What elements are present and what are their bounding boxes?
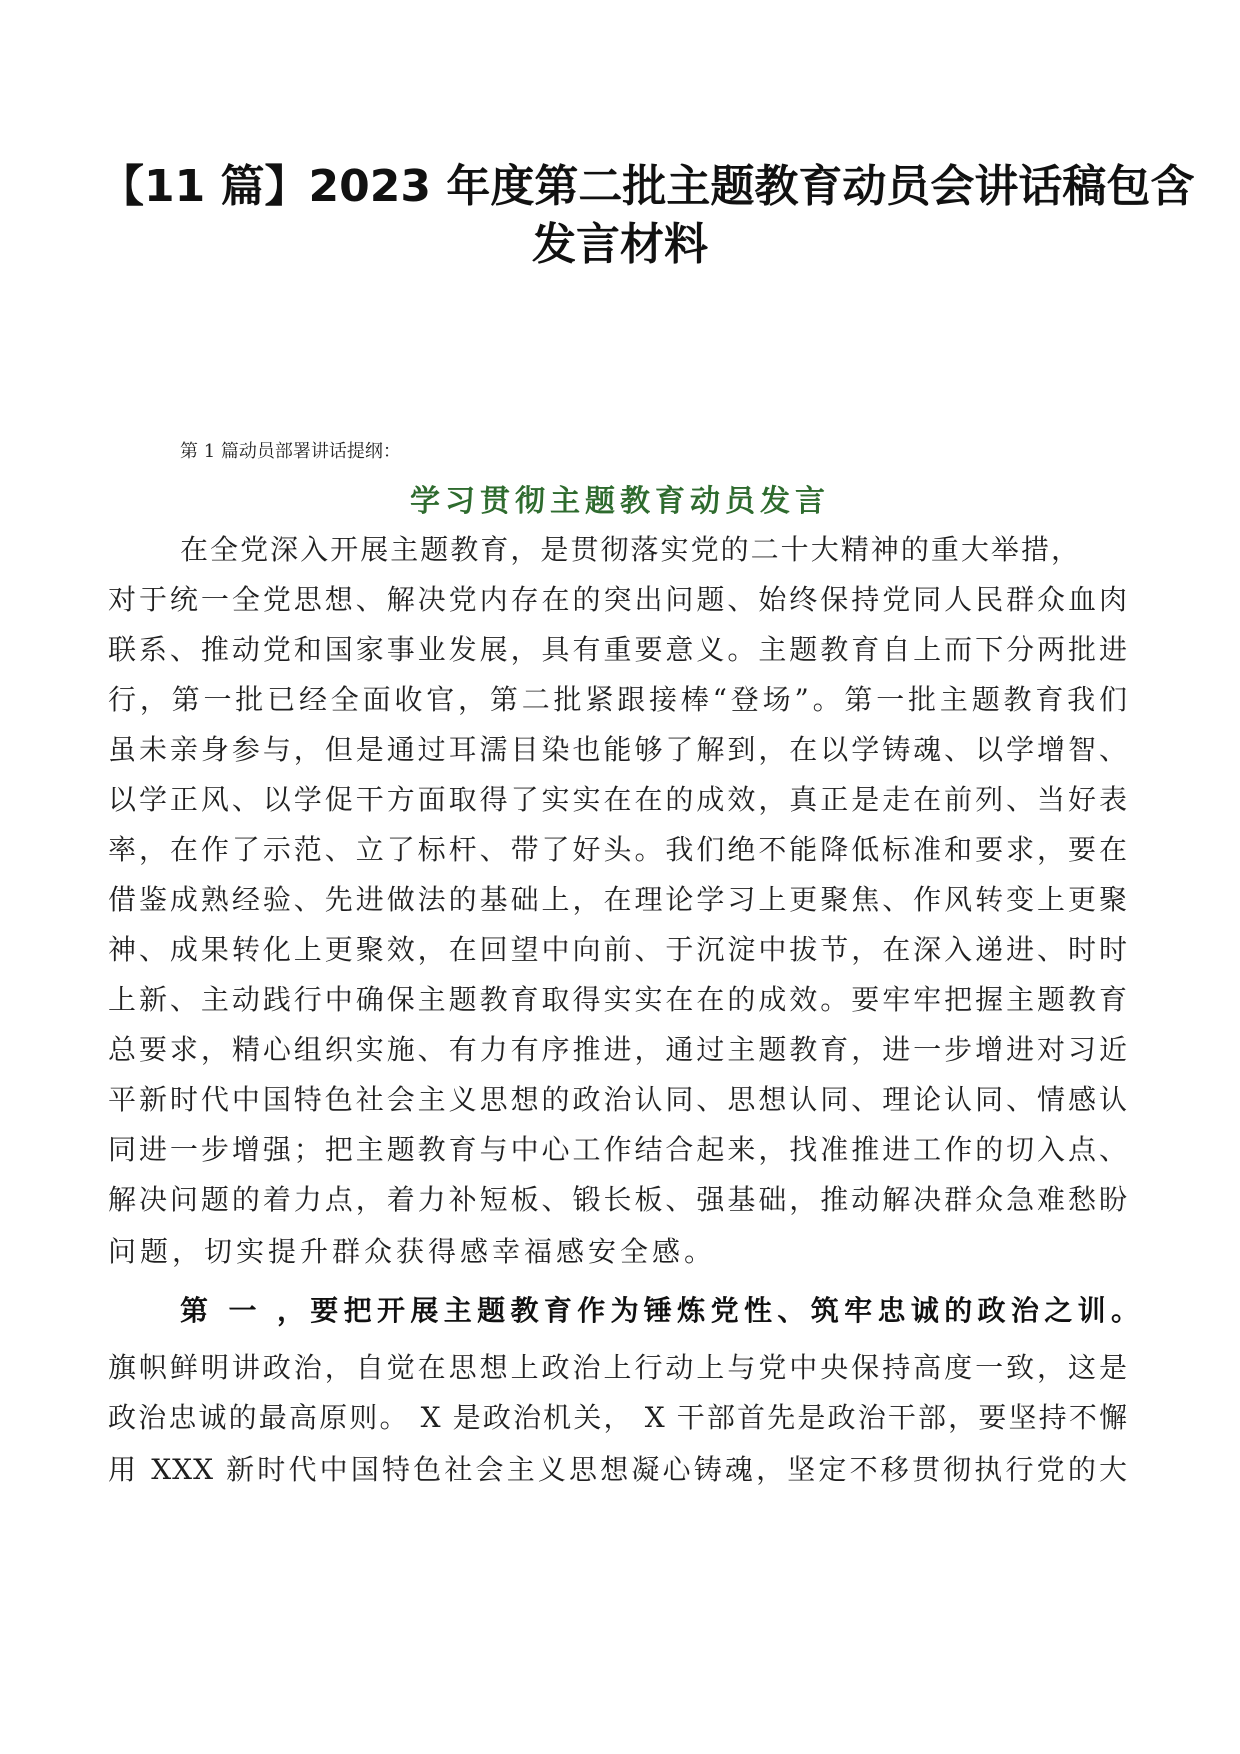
paragraph-1-line-4: 行，第一批已经全面收官，第二批紧跟接棒“登场”。第一批主题教育我们 <box>108 683 1128 716</box>
paragraph-1-line-15: 问题，切实提升群众获得感幸福感安全感。 <box>108 1235 717 1268</box>
paragraph-2-line-1: 旗帜鲜明讲政治，自觉在思想上政治上行动上与党中央保持高度一致，这是 <box>108 1351 1128 1384</box>
paragraph-1-line-3: 联系、推动党和国家事业发展，具有重要意义。主题教育自上而下分两批进 <box>108 633 1128 666</box>
paragraph-1-line-11: 总要求，精心组织实施、有力有序推进，通过主题教育，进一步增进对习近 <box>108 1033 1128 1066</box>
paragraph-1-line-5: 虽未亲身参与，但是通过耳濡目染也能够了解到，在以学铸魂、以学增智、 <box>108 733 1128 766</box>
section-heading: 第 一 ，要把开展主题教育作为锤炼党性、筑牢忠诚的政治之训。 <box>180 1294 1140 1327</box>
outline-label: 第 1 篇动员部署讲话提纲： <box>180 441 401 462</box>
document-title-line-1: 【11 篇】2023 年度第二批主题教育动员会讲话稿包含 <box>100 161 1195 212</box>
document-title-line-2: 发言材料 <box>532 219 708 270</box>
paragraph-1-line-13: 同进一步增强；把主题教育与中心工作结合起来，找准推进工作的切入点、 <box>108 1133 1128 1166</box>
paragraph-1-line-12: 平新时代中国特色社会主义思想的政治认同、思想认同、理论认同、情感认 <box>108 1083 1128 1116</box>
paragraph-2-line-3: 用 XXX 新时代中国特色社会主义思想凝心铸魂，坚定不移贯彻执行党的大 <box>108 1453 1128 1486</box>
paragraph-1-line-1: 在全党深入开展主题教育，是贯彻落实党的二十大精神的重大举措， <box>180 533 1080 566</box>
paragraph-1-line-2: 对于统一全党思想、解决党内存在的突出问题、始终保持党同人民群众血肉 <box>108 583 1128 616</box>
paragraph-1-line-14: 解决问题的着力点，着力补短板、锻长板、强基础，推动解决群众急难愁盼 <box>108 1183 1128 1216</box>
paragraph-1-line-7: 率，在作了示范、立了标杆、带了好头。我们绝不能降低标准和要求，要在 <box>108 833 1128 866</box>
paragraph-1-line-10: 上新、主动践行中确保主题教育取得实实在在的成效。要牢牢把握主题教育 <box>108 983 1128 1016</box>
paragraph-1-line-9: 神、成果转化上更聚效，在回望中向前、于沉淀中拔节，在深入递进、时时 <box>108 933 1128 966</box>
paragraph-1-line-8: 借鉴成熟经验、先进做法的基础上，在理论学习上更聚焦、作风转变上更聚 <box>108 883 1128 916</box>
paragraph-1-line-6: 以学正风、以学促干方面取得了实实在在的成效，真正是走在前列、当好表 <box>108 783 1128 816</box>
paragraph-2-line-2: 政治忠诚的最高原则。 X 是政治机关， X 干部首先是政治干部，要坚持不懈 <box>108 1401 1128 1434</box>
speech-title: 学习贯彻主题教育动员发言 <box>410 484 830 519</box>
